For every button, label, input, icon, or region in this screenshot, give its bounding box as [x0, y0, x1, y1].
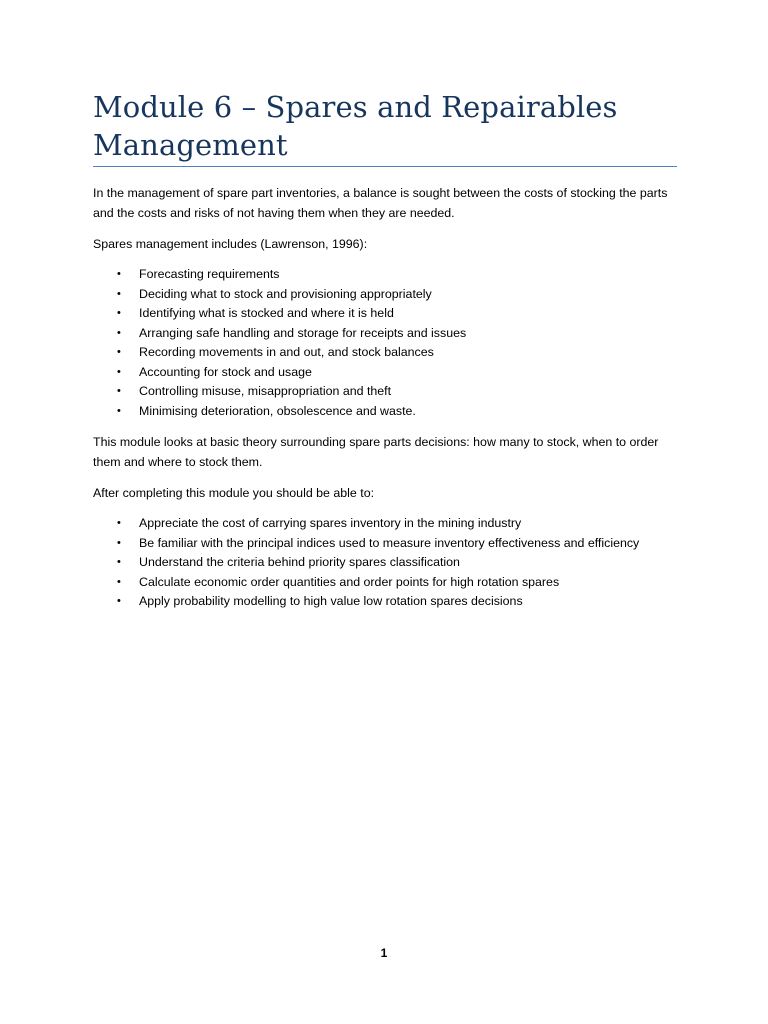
bullet-icon: • — [117, 595, 121, 607]
list-item — [93, 402, 678, 422]
list-item — [93, 592, 678, 612]
title-underline-rule — [93, 166, 677, 167]
list-item — [93, 363, 678, 383]
bullet-icon: • — [117, 307, 121, 319]
list-item-text: Arranging safe handling and storage for receipts and issues — [139, 325, 467, 340]
bullet-icon: • — [117, 404, 121, 417]
list-item — [93, 553, 678, 573]
page-title: Module 6 – Spares and Repairables Management — [93, 90, 618, 162]
list-item-text: Calculate economic order quantities and order points for high rotation spares — [139, 574, 560, 589]
list-item — [93, 265, 678, 285]
bullet-icon: • — [117, 365, 121, 378]
spares-management-list — [93, 265, 678, 421]
learning-outcomes-list — [93, 514, 678, 612]
page-number: 1 — [380, 946, 388, 960]
bullet-icon: • — [117, 268, 121, 280]
includes-lead-paragraph: Spares management includes (Lawrenson, 1996): — [93, 237, 368, 251]
list-item — [93, 304, 678, 324]
bullet-icon: • — [117, 575, 121, 588]
bullet-icon: • — [117, 287, 121, 300]
bullet-icon: • — [117, 326, 121, 339]
bullet-icon: • — [117, 346, 121, 358]
list-item — [93, 324, 678, 344]
list-item — [93, 514, 678, 534]
list-item-text: Minimising deterioration, obsolescence and waste. — [139, 403, 416, 418]
list-item — [93, 534, 678, 554]
bullet-icon: • — [117, 556, 121, 568]
bullet-icon: • — [117, 536, 121, 549]
list-item-text: Understand the criteria behind priority spares classification — [139, 555, 460, 569]
list-item-text: Apply probability modelling to high value low rotation spares decisions — [139, 594, 523, 608]
list-item-text: Identifying what is stocked and where it is held — [139, 306, 394, 320]
list-item-text: Deciding what to stock and provisioning appropriately — [139, 286, 432, 301]
list-item-text: Forecasting requirements — [139, 267, 280, 281]
list-item-text: Be familiar with the principal indices used to measure inventory effectiveness and efficiency — [139, 535, 640, 550]
list-item — [93, 285, 678, 305]
bullet-icon: • — [117, 517, 121, 529]
outcomes-lead-paragraph: After completing this module you should be able to: — [93, 486, 375, 500]
intro-paragraph: In the management of spare part inventories, a balance is sought between the costs of stocking the parts and the costs and risks of not having them when they are needed. — [93, 186, 668, 220]
module-scope-paragraph: This module looks at basic theory surrounding spare parts decisions: how many to stock, when to order them and where to stock them. — [93, 435, 659, 469]
list-item-text: Accounting for stock and usage — [139, 364, 312, 379]
list-item — [93, 573, 678, 593]
list-item — [93, 382, 678, 402]
bullet-icon: • — [117, 385, 121, 397]
list-item-text: Recording movements in and out, and stock balances — [139, 345, 434, 359]
list-item-text: Controlling misuse, misappropriation and theft — [139, 384, 392, 398]
list-item — [93, 343, 678, 363]
list-item-text: Appreciate the cost of carrying spares inventory in the mining industry — [139, 516, 522, 530]
